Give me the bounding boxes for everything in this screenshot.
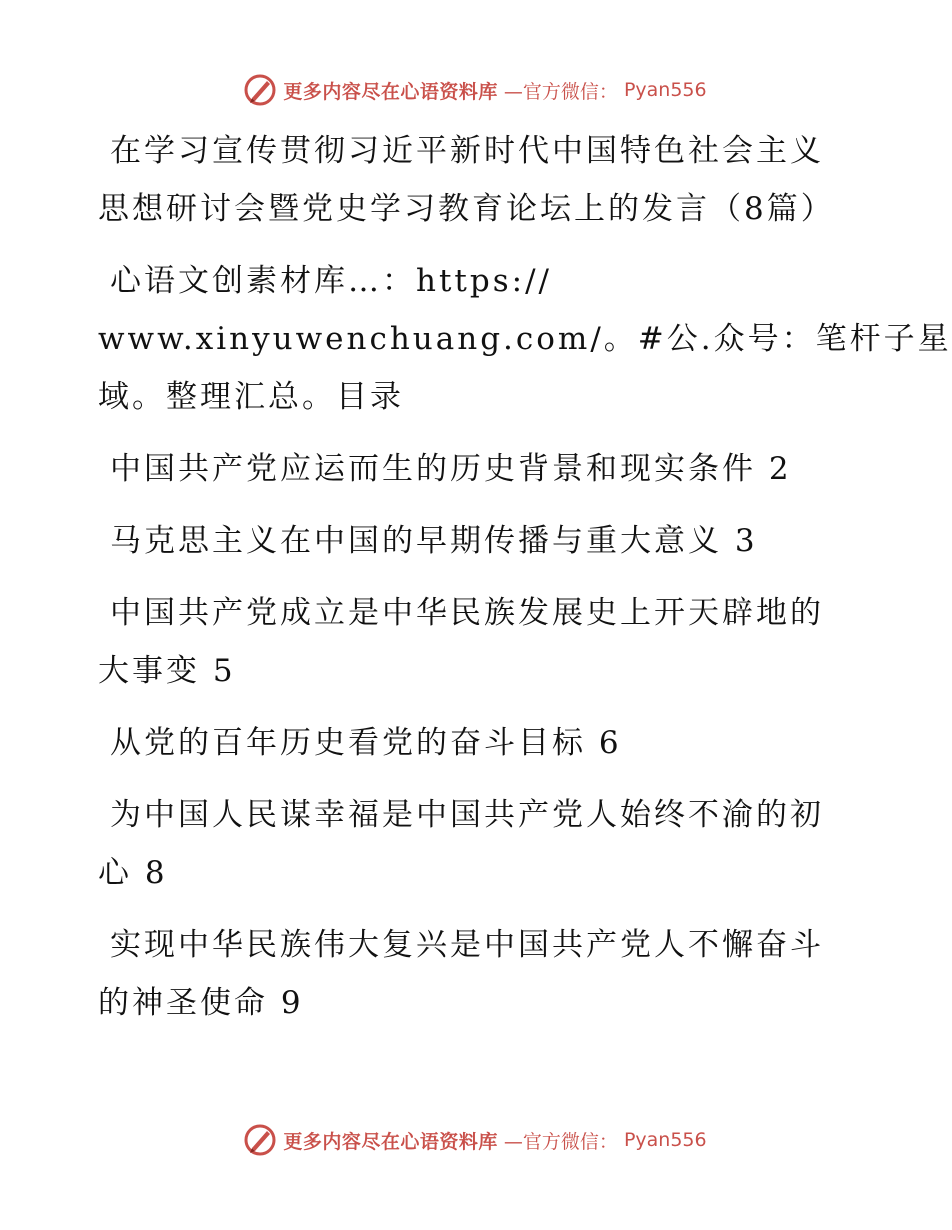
pen-logo-icon xyxy=(243,1123,277,1157)
toc-entry-3-continued[interactable]: 大事变 5 xyxy=(98,653,236,689)
intro-line-1: 心语文创素材库…：https:// xyxy=(110,263,552,299)
banner-wechat-handle: Pyan556 xyxy=(623,79,707,101)
toc-entry-5-continued[interactable]: 心 8 xyxy=(98,855,168,891)
pen-logo-icon xyxy=(243,73,277,107)
document-title-line-1: 在学习宣传贯彻习近平新时代中国特色社会主义 xyxy=(110,133,824,169)
toc-entry-1[interactable]: 中国共产党应运而生的历史背景和现实条件 2 xyxy=(110,451,792,487)
toc-entry-6-continued[interactable]: 的神圣使命 9 xyxy=(98,985,304,1021)
banner-sub-text: —官方微信： xyxy=(503,1130,618,1153)
toc-entry-2[interactable]: 马克思主义在中国的早期传播与重大意义 3 xyxy=(110,523,758,559)
toc-entry-3[interactable]: 中国共产党成立是中华民族发展史上开天辟地的 xyxy=(110,595,824,631)
banner-sub-text: —官方微信： xyxy=(503,80,618,103)
header-watermark-banner xyxy=(0,70,950,110)
toc-entry-6[interactable]: 实现中华民族伟大复兴是中国共产党人不懈奋斗 xyxy=(110,927,824,963)
document-title-line-2: 思想研讨会暨党史学习教育论坛上的发言（8篇） xyxy=(98,191,835,227)
toc-entry-4[interactable]: 从党的百年历史看党的奋斗目标 6 xyxy=(110,725,622,761)
banner-main-text: 更多内容尽在心语资料库 xyxy=(283,1130,498,1153)
banner-main-text: 更多内容尽在心语资料库 xyxy=(283,80,498,103)
intro-line-3: 域。整理汇总。目录 xyxy=(98,379,404,415)
toc-entry-5[interactable]: 为中国人民谋幸福是中国共产党人始终不渝的初 xyxy=(110,797,824,833)
document-body xyxy=(98,122,952,1032)
intro-line-2: www.xinyuwenchuang.com/。#公.众号：笔杆子星 xyxy=(98,321,952,357)
banner-wechat-handle: Pyan556 xyxy=(623,1129,707,1151)
footer-watermark-banner xyxy=(0,1120,950,1160)
